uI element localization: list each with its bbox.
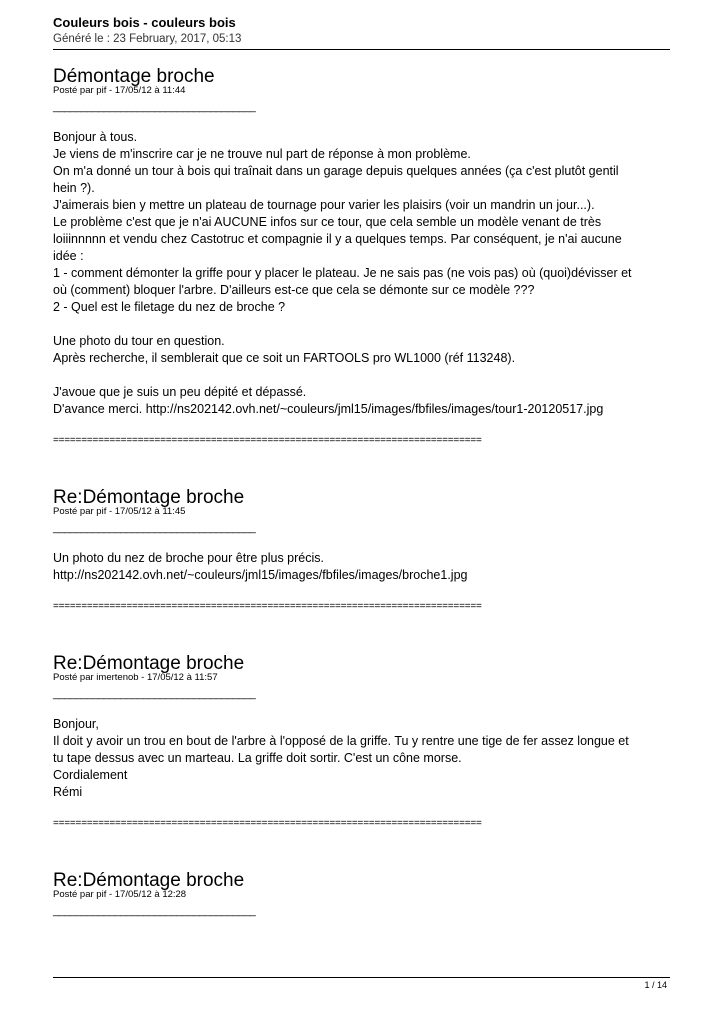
post-body-line: tu tape dessus avec un marteau. La griffe doit sortir. C'est un cône morse.	[53, 751, 462, 765]
post-body-line: Il doit y avoir un trou en bout de l'arbre à l'opposé de la griffe. Tu y rentre une tige de fer assez longue et	[53, 734, 629, 748]
post-meta: Posté par pif - 17/05/12 à 11:45	[53, 506, 186, 517]
post-body-line: Je viens de m'inscrire car je ne trouve nul part de réponse à mon problème.	[53, 147, 471, 161]
post-body-line: 2 - Quel est le filetage du nez de broche ?	[53, 300, 286, 314]
post-meta: Posté par imertenob - 17/05/12 à 11:57	[53, 672, 218, 683]
post-underline: ____________________________________	[53, 522, 256, 534]
footer-divider	[53, 977, 670, 978]
generated-date: Généré le : 23 February, 2017, 05:13	[53, 33, 242, 45]
forum-post	[53, 66, 678, 447]
post-list	[53, 66, 678, 918]
post-body-line: idée :	[53, 249, 84, 263]
post-separator: ============================================================================	[53, 435, 482, 446]
post-meta: Posté par pif - 17/05/12 à 12:28	[53, 889, 187, 900]
post-body-line: Le problème c'est que je n'ai AUCUNE infos sur ce tour, que cela semble un modèle venant de très	[53, 215, 602, 229]
post-separator: ============================================================================	[53, 818, 482, 829]
post-body-line	[53, 316, 678, 333]
forum-post	[53, 870, 678, 918]
post-underline: ____________________________________	[53, 101, 256, 113]
document-header	[53, 15, 670, 47]
post-title: Re:Démontage broche	[53, 870, 245, 891]
post-body-line: J'aimerais bien y mettre un plateau de tournage pour varier les plaisirs (voir un mandrin un jour...).	[53, 198, 595, 212]
post-body-line: D'avance merci. http://ns202142.ovh.net/~couleurs/jml15/images/fbfiles/images/tour1-20120517.jpg	[53, 402, 604, 416]
post-body-line: hein ?).	[53, 181, 95, 195]
post-body-line: où (comment) bloquer l'arbre. D'ailleurs est-ce que cela se démonte sur ce modèle ???	[53, 283, 535, 297]
post-body-line: http://ns202142.ovh.net/~couleurs/jml15/images/fbfiles/images/broche1.jpg	[53, 568, 468, 582]
post-body	[53, 550, 678, 584]
post-underline: ____________________________________	[53, 688, 256, 700]
post-underline: ____________________________________	[53, 905, 256, 917]
post-title: Démontage broche	[53, 66, 215, 87]
post-body-line: Rémi	[53, 785, 83, 799]
header-divider	[53, 49, 670, 50]
post-body-line: Un photo du nez de broche pour être plus précis.	[53, 551, 325, 565]
post-separator: ============================================================================	[53, 601, 482, 612]
site-title: Couleurs bois - couleurs bois	[53, 15, 236, 30]
post-body-line: Cordialement	[53, 768, 128, 782]
post-body-line: Une photo du tour en question.	[53, 334, 225, 348]
post-body-line	[53, 367, 678, 384]
page-number: 1 / 14	[644, 980, 667, 990]
forum-post	[53, 653, 678, 830]
post-body	[53, 716, 678, 801]
post-body-line: On m'a donné un tour à bois qui traînait dans un garage depuis quelques années (ça c'est plutôt gentil	[53, 164, 619, 178]
post-meta: Posté par pif - 17/05/12 à 11:44	[53, 85, 186, 96]
post-body-line: loiiinnnnn et vendu chez Castotruc et compagnie il y a quelques temps. Par conséquent, je n'ai aucune	[53, 232, 622, 246]
forum-post	[53, 487, 678, 613]
post-title: Re:Démontage broche	[53, 487, 245, 508]
post-body-line: Après recherche, il semblerait que ce soit un FARTOOLS pro WL1000 (réf 113248).	[53, 351, 516, 365]
post-body	[53, 129, 678, 418]
post-body-line: J'avoue que je suis un peu dépité et dépassé.	[53, 385, 307, 399]
post-title: Re:Démontage broche	[53, 653, 245, 674]
post-body-line: Bonjour,	[53, 717, 99, 731]
post-body-line: Bonjour à tous.	[53, 130, 138, 144]
post-body-line: 1 - comment démonter la griffe pour y placer le plateau. Je ne sais pas (ne vois pas) où (quoi)dévisser et	[53, 266, 632, 280]
